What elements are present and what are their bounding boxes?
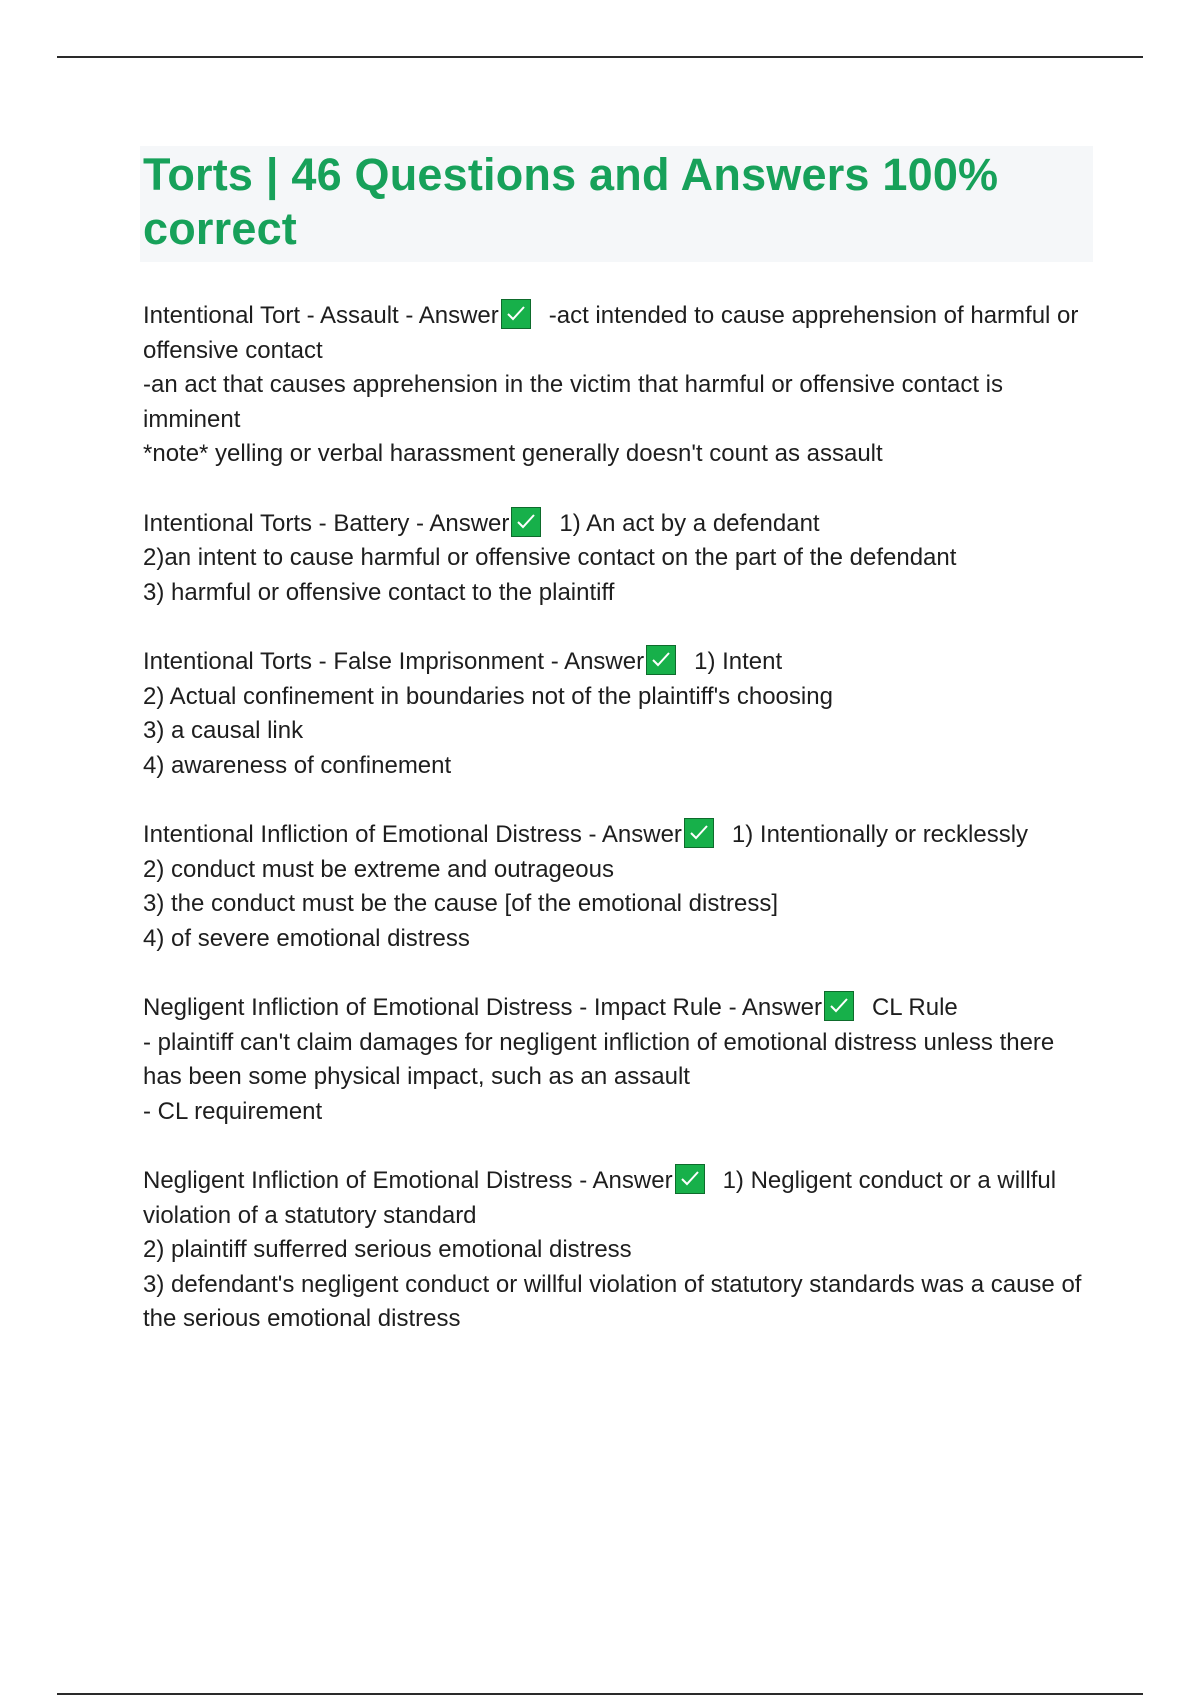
entry-line: - plaintiff can't claim damages for negligent infliction of emotional distress unless there has been some physical impact, such as an assault: [143, 1028, 1055, 1090]
checkmark-icon: [675, 1164, 705, 1194]
entry-first-line: [143, 818, 1093, 853]
checkmark-icon: [824, 991, 854, 1021]
entry-line: 2) plaintiff sufferred serious emotional distress: [143, 1236, 632, 1263]
entry-answer: 1) Negligent conduct or a willful violation of a statutory standard: [143, 1167, 1057, 1229]
entry-line: 3) the conduct must be the cause [of the emotional distress]: [143, 890, 779, 917]
entry-first-line: [143, 299, 1093, 368]
entry-first-line: [143, 507, 1093, 542]
entry-question: Intentional Tort - Assault - Answer: [143, 302, 499, 329]
entry-line: *note* yelling or verbal harassment generally doesn't count as assault: [143, 440, 883, 467]
entry-line: 3) a causal link: [143, 717, 304, 744]
entry-line: 4) of severe emotional distress: [143, 924, 470, 952]
entry-answer: CL Rule: [871, 994, 958, 1021]
entry-question: Intentional Infliction of Emotional Distress - Answer: [143, 821, 682, 848]
entry-line: 3) defendant's negligent conduct or willful violation of statutory standards was a cause of the serious emotional distress: [143, 1270, 1082, 1332]
entry-answer: 1) Intentionally or recklessly: [731, 821, 1029, 848]
entry-question: Negligent Infliction of Emotional Distress - Answer: [143, 1167, 673, 1194]
qa-entry-false-imprisonment: [143, 645, 1093, 783]
checkmark-icon: [684, 818, 714, 848]
qa-entry-battery: [143, 507, 1093, 611]
entry-question: Intentional Torts - False Imprisonment - Answer: [143, 648, 645, 675]
qa-entry-nied: [143, 1164, 1093, 1337]
entry-question: Intentional Torts - Battery - Answer: [143, 509, 510, 537]
entry-line: 3) harmful or offensive contact to the plaintiff: [143, 578, 615, 606]
document-body: [143, 146, 1093, 1372]
entry-first-line: [143, 1164, 1093, 1233]
document-title: Torts | 46 Questions and Answers 100% correct: [143, 149, 999, 254]
qa-list: [143, 299, 1093, 1337]
entry-answer: 1) Intent: [694, 648, 783, 675]
entry-line: -an act that causes apprehension in the victim that harmful or offensive contact is imminent: [143, 371, 1004, 433]
entry-question: Negligent Infliction of Emotional Distress - Impact Rule - Answer: [143, 994, 822, 1021]
qa-entry-nied-impact-rule: [143, 991, 1093, 1129]
entry-line: - CL requirement: [143, 1097, 323, 1125]
entry-first-line: [143, 645, 1093, 680]
qa-entry-assault: [143, 299, 1093, 472]
header-rule: [57, 56, 1143, 58]
entry-answer: -act intended to cause apprehension of harmful or offensive contact: [143, 302, 1079, 364]
title-block: [140, 146, 1093, 262]
entry-first-line: [143, 991, 1093, 1026]
entry-line: 2) Actual confinement in boundaries not of the plaintiff's choosing: [143, 682, 833, 710]
entry-line: 2) conduct must be extreme and outrageous: [143, 855, 614, 883]
footer-rule: [57, 1693, 1143, 1695]
entry-line: 2)an intent to cause harmful or offensive contact on the part of the defendant: [143, 544, 957, 571]
entry-answer: 1) An act by a defendant: [559, 509, 820, 537]
entry-line: 4) awareness of confinement: [143, 751, 452, 779]
checkmark-icon: [646, 645, 676, 675]
checkmark-icon: [511, 507, 541, 537]
qa-entry-iied: [143, 818, 1093, 956]
checkmark-icon: [501, 299, 531, 329]
